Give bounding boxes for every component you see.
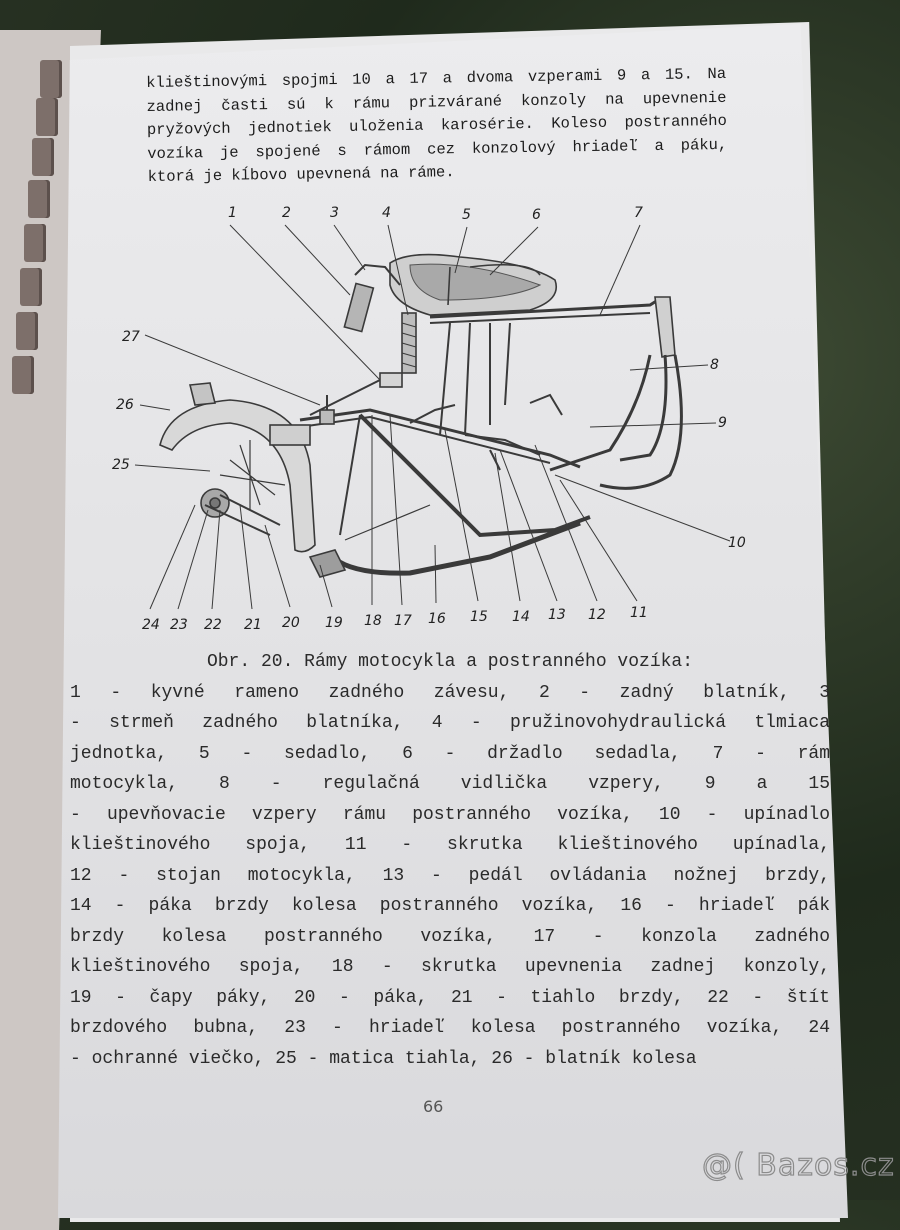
caption-line: 14 - páka brzdy kolesa postranného vozíka, 16 - hriadeľ pák xyxy=(70,896,830,916)
callout-26: 26 xyxy=(116,397,134,413)
frame-drawing xyxy=(110,205,770,635)
caption-line: jednotka, 5 - sedadlo, 6 - držadlo sedadla, 7 - rám xyxy=(70,743,830,764)
intro-paragraph xyxy=(146,63,728,190)
intro-line: vozíka je spojené s rámom cez konzolový hriadeľ a páku, xyxy=(147,135,728,163)
callout-7: 7 xyxy=(634,205,643,221)
intro-line: klieštinovými spojmi 10 a 17 a dvoma vzperami 9 a 15. Na xyxy=(146,64,727,92)
callout-19: 19 xyxy=(325,615,343,631)
intro-line: zadnej časti sú k rámu prizvárané konzoly na upevnenie xyxy=(146,88,727,116)
callout-3: 3 xyxy=(330,205,339,221)
caption-line: brzdy kolesa postranného vozíka, 17 - konzola zadného xyxy=(70,926,830,947)
callout-14: 14 xyxy=(512,609,530,625)
caption-line: 1 - kyvné rameno zadného závesu, 2 - zadný blatník, 3 xyxy=(70,682,830,703)
callout-25: 25 xyxy=(112,457,130,473)
callout-1: 1 xyxy=(228,205,237,221)
callout-6: 6 xyxy=(532,207,541,223)
spiral-binding xyxy=(0,50,60,1200)
callout-22: 22 xyxy=(204,617,222,633)
caption-line: brzdového bubna, 23 - hriadeľ kolesa postranného vozíka, 24 xyxy=(70,1018,830,1038)
callout-5: 5 xyxy=(462,207,471,223)
callout-9: 9 xyxy=(718,415,727,431)
callout-13: 13 xyxy=(548,607,566,623)
intro-line: ktorá je kĺbovo upevnená na ráme. xyxy=(147,163,455,186)
callout-20: 20 xyxy=(282,615,300,631)
callout-23: 23 xyxy=(170,617,188,633)
figure-caption xyxy=(70,647,830,1074)
callout-21: 21 xyxy=(244,617,262,633)
caption-line: 19 - čapy páky, 20 - páka, 21 - tiahlo brzdy, 22 - štít xyxy=(70,987,830,1008)
caption-line: - ochranné viečko, 25 - matica tiahla, 26 - blatník kolesa xyxy=(70,1048,697,1069)
watermark-logo: @( Bazos.cz xyxy=(702,1148,895,1183)
caption-line: klieštinového spoja, 18 - skrutka upevnenia zadnej konzoly, xyxy=(70,957,830,977)
page-number: 66 xyxy=(423,1097,444,1116)
callout-18: 18 xyxy=(364,613,382,629)
callout-27: 27 xyxy=(122,329,140,345)
callout-10: 10 xyxy=(728,535,746,551)
callout-8: 8 xyxy=(710,357,719,373)
callout-16: 16 xyxy=(428,611,446,627)
caption-line: - upevňovacie vzpery rámu postranného vozíka, 10 - upínadlo xyxy=(70,804,830,825)
callout-17: 17 xyxy=(394,613,412,629)
callout-2: 2 xyxy=(282,205,291,221)
callout-15: 15 xyxy=(470,609,488,625)
caption-line: 12 - stojan motocykla, 13 - pedál ovládania nožnej brzdy, xyxy=(70,865,830,886)
callout-11: 11 xyxy=(630,605,648,621)
callout-12: 12 xyxy=(588,607,606,623)
frame-illustration xyxy=(110,205,770,635)
caption-line: - strmeň zadného blatníka, 4 - pružinovohydraulická tlmiaca xyxy=(70,713,830,733)
caption-title: Obr. 20. Rámy motocykla a postranného vozíka: xyxy=(206,652,694,672)
caption-line: motocykla, 8 - regulačná vidlička vzpery, 9 a 15 xyxy=(70,774,830,794)
intro-line: pryžových jednotiek uloženia karosérie. Koleso postranného xyxy=(146,111,727,139)
callout-24: 24 xyxy=(142,617,160,633)
callout-4: 4 xyxy=(382,205,391,221)
caption-line: klieštinového spoja, 11 - skrutka klieštinového upínadla, xyxy=(70,835,830,855)
